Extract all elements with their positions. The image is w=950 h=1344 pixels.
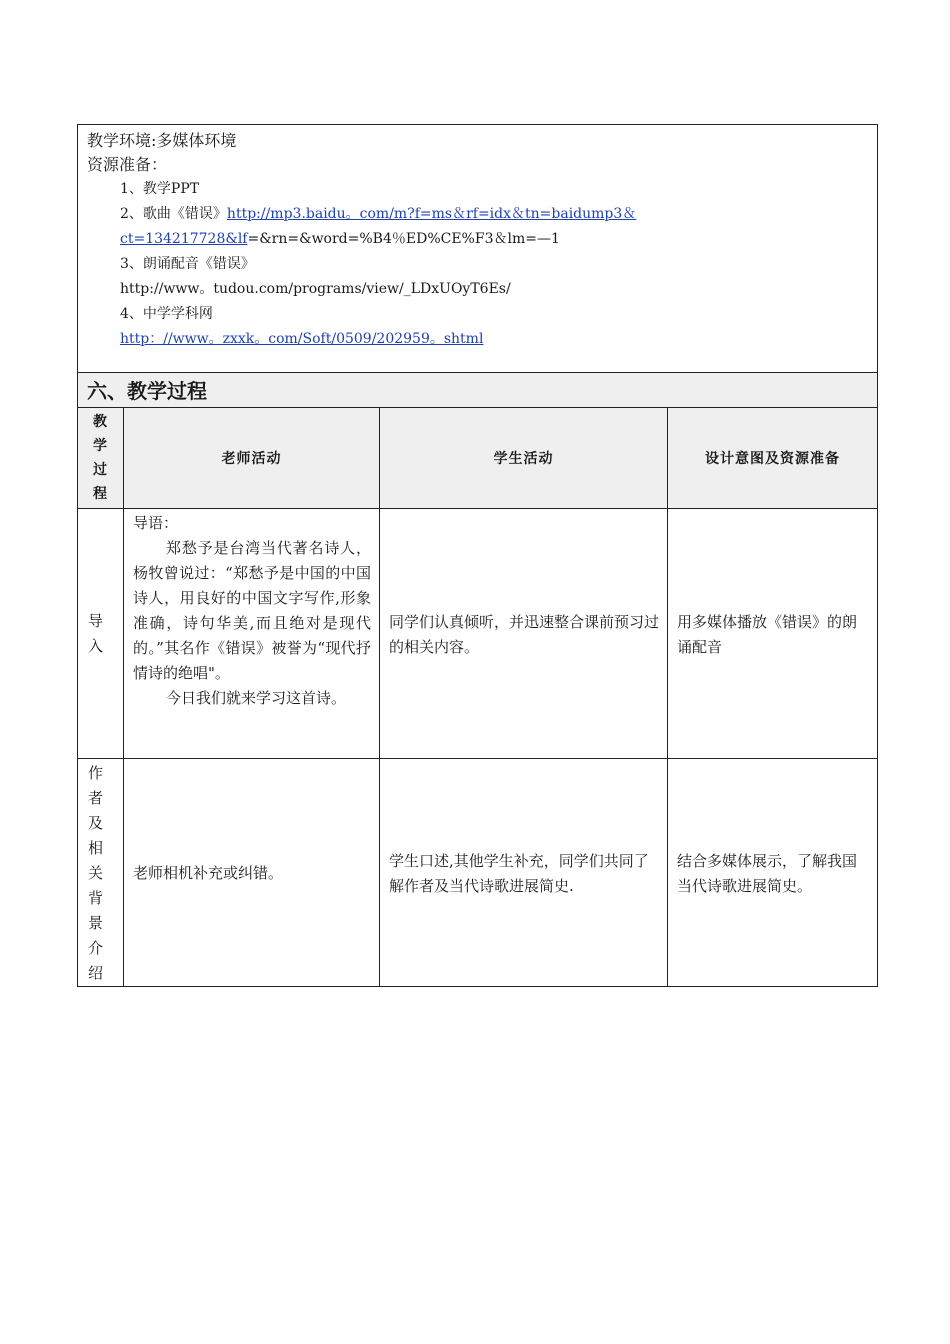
header-student: 学生活动: [380, 408, 668, 509]
table-row: [78, 509, 878, 759]
resources-title: 资源准备：: [87, 155, 168, 174]
header-teacher: 老师活动: [124, 408, 380, 509]
row2-student: 学生口述,其他学生补充，同学们共同了解作者及当代诗歌进展简史.: [380, 759, 668, 987]
header-design: 设计意图及资源准备: [668, 408, 878, 509]
resource-item-2-suffix: =&rn=&word=%B4％ED%CE%F3＆lm=—1: [247, 231, 560, 247]
table-row: [78, 759, 878, 987]
row1-student: 同学们认真倾听，并迅速整合课前预习过的相关内容。: [380, 509, 668, 759]
resource-item-2-prefix: 2、歌曲《错误》: [120, 206, 227, 222]
header-stage: [78, 408, 124, 509]
resource-item-1: 1、教学PPT: [120, 181, 200, 197]
row2-stage: [78, 759, 124, 987]
resource-item-4-link-row: [87, 327, 869, 352]
row1-teacher-p2: 今日我们就来学习这首诗。: [166, 689, 347, 707]
row1-stage: [78, 509, 124, 759]
resource-item-4: 4、中学学科网: [120, 306, 213, 322]
row1-teacher: [124, 509, 380, 759]
environment-label: 教学环境:多媒体环境: [87, 131, 237, 150]
lesson-table: [77, 124, 878, 987]
song-link[interactable]: http://mp3.baidu。com/m?f=ms＆rf=idx＆tn=baidump3＆ct=134217728&lf: [120, 206, 637, 247]
row1-stage-text: 导入: [88, 611, 104, 655]
row2-teacher: 老师相机补充或纠错。: [124, 759, 380, 987]
environment-block: [78, 125, 878, 373]
row2-design: 结合多媒体展示，了解我国当代诗歌进展简史。: [668, 759, 878, 987]
resource-item-3: 3、朗诵配音《错误》: [120, 256, 255, 272]
recitation-url: http://www。tudou.com/programs/view/_LDxUOyT6Es/: [120, 281, 511, 297]
table-header-row: [78, 408, 878, 509]
document-page: [77, 124, 877, 987]
resource-item-2: [87, 202, 869, 252]
row1-design: 用多媒体播放《错误》的朗诵配音: [668, 509, 878, 759]
zxxk-link[interactable]: http：//www。zxxk。com/Soft/0509/202959。shtml: [120, 331, 484, 347]
row2-stage-text: 作者及相关背景介绍: [88, 764, 104, 982]
row1-teacher-p1: 郑愁予是台湾当代著名诗人，杨牧曾说过：“郑愁予是中国的中国诗人，用良好的中国文字写作,形象准确，诗句华美,而且绝对是现代的。”其名作《错误》被誉为“现代抒情诗的绝唱"。: [133, 539, 371, 682]
section-title: 六、教学过程: [78, 373, 878, 408]
header-stage-text: 教学过程: [93, 414, 108, 502]
row1-teacher-intro: 导语：: [133, 514, 179, 532]
